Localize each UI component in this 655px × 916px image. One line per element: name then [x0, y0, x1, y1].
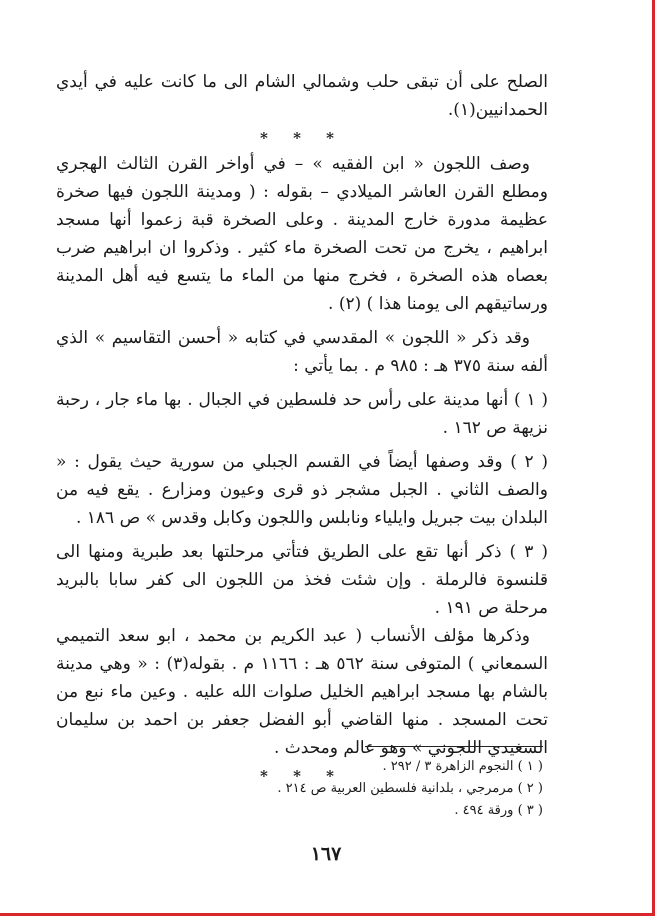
- paragraph-3: وقد ذكر « اللجون » المقدسي في كتابه « أحسن التقاسيم » الذي ألفه سنة ٣٧٥ هـ : ٩٨٥ م . بما يأتي :: [56, 328, 548, 376]
- footnotes: [180, 756, 543, 822]
- list-item-2: ( ٢ ) وقد وصفها أيضاً في القسم الجبلي من سورية حيث يقول : « والصف الثاني . الجبل مشجر ذو قرى وعيون ومزارع . يقع فيه من البلدان بيت جبريل وايلياء ونابلس واللجون وكابل وقدس » ص ١٨٦ .: [56, 452, 548, 528]
- section-separator-2: * * *: [260, 767, 344, 785]
- footnote-3: ( ٣ ) ورقة ٤٩٤ .: [454, 803, 543, 818]
- paragraph-1: الصلح على أن تبقى حلب وشمالي الشام الى ما كانت عليه في أيدي الحمدانيين(١).: [56, 72, 548, 120]
- list-item-1: ( ١ ) أنها مدينة على رأس حد فلسطين في الجبال . بها ماء جار ، رحبة نزيهة ص ١٦٢ .: [56, 390, 548, 438]
- page-body: [56, 68, 548, 788]
- footnote-1: ( ١ ) النجوم الزاهرة ٣ / ٢٩٢ .: [382, 759, 543, 774]
- page-number: ١٦٧: [310, 843, 342, 865]
- footnote-2: ( ٢ ) مرمرجي ، بلدانية فلسطين العربية ص ٢١٤ .: [277, 781, 543, 796]
- footnote-divider: [365, 746, 543, 747]
- list-item-3: ( ٣ ) ذكر أنها تقع على الطريق فتأتي مرحلتها بعد طبرية ومنها الى قلنسوة فالرملة . وإن شئت فخذ من اللجون الى كفر سابا بالبريد مرحلة ص ١٩١ .: [56, 542, 548, 618]
- paragraph-4: وذكرها مؤلف الأنساب ( عبد الكريم بن محمد ، ابو سعد التميمي السمعاني ) المتوفى سنة ٥٦٢ هـ : ١١٦٦ م . بقوله(٣) : « وهي مدينة بالشام بها مسجد ابراهيم الخليل صلوات الله عليه . وعين ماء نبع من تحت المسجد . منها القاضي أبو الفضل جعفر بن احمد بن سليمان السغيدي اللجوني » وهو عالم ومحدث .: [56, 626, 548, 758]
- paragraph-2: وصف اللجون « ابن الفقيه » – في أواخر القرن الثالث الهجري ومطلع القرن العاشر الميلادي – بقوله : ( ومدينة اللجون فيها صخرة عظيمة مدورة خارج المدينة . وعلى الصخرة قبة زعموا أنها مسجد ابراهيم ، يخرج من تحت الصخرة ماء كثير . وذكروا ان ابراهيم ضرب بعصاه هذه الصخرة ، فخرج منها من الماء ما يتسع فيه أهل المدينة ورساتيقهم الى يومنا هذا ) (٢) .: [56, 154, 548, 314]
- section-separator-1: * * *: [260, 129, 344, 147]
